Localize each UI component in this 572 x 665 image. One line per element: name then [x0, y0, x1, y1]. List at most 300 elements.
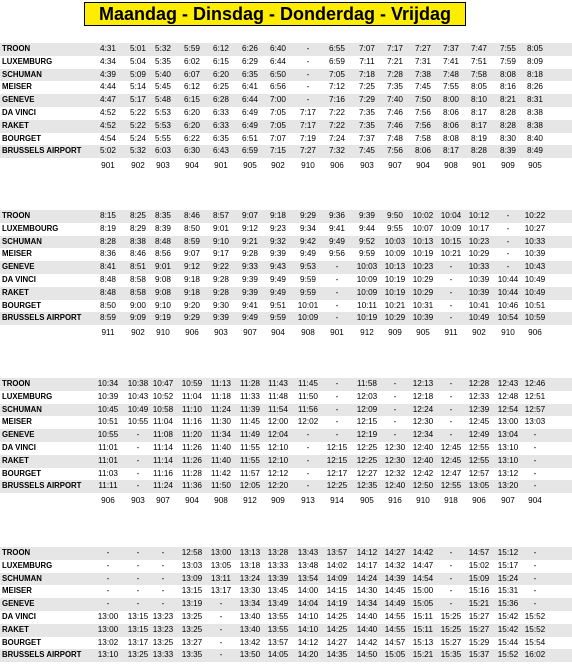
time-cell: 8:28	[500, 120, 516, 130]
time-cell: -	[136, 430, 140, 440]
table-row	[0, 560, 572, 573]
time-cell: -	[449, 300, 453, 310]
service-number-row	[0, 325, 572, 341]
time-cell: -	[335, 379, 339, 388]
time-cell: 5:09	[130, 69, 146, 79]
time-cell: 10:41	[468, 300, 490, 310]
stop-name: DA VINCI	[2, 107, 36, 117]
time-cell: 7:51	[471, 56, 487, 66]
time-cell: -	[533, 560, 537, 570]
time-cell: 9:39	[359, 211, 375, 220]
time-cell: 9:01	[213, 223, 229, 233]
time-cell: 10:44	[497, 287, 519, 297]
table-row	[0, 94, 572, 107]
time-cell: -	[449, 548, 453, 557]
time-cell: 8:38	[130, 236, 146, 246]
time-cell: 12:27	[356, 468, 378, 478]
time-cell: 4:47	[100, 95, 116, 105]
stop-name: DA VINCI	[2, 442, 36, 452]
table-row	[0, 43, 572, 56]
time-cell: -	[106, 548, 110, 557]
time-cell: 10:54	[497, 313, 519, 323]
service-number: 910	[301, 161, 315, 171]
time-cell: 10:46	[497, 300, 519, 310]
time-cell: 15:27	[440, 637, 462, 647]
time-cell: -	[161, 599, 165, 609]
time-cell: 14:00	[297, 586, 319, 596]
time-cell: 9:10	[155, 300, 171, 310]
stop-name: SCHUMAN	[2, 69, 42, 79]
time-cell: 10:52	[152, 391, 174, 401]
time-cell: 14:09	[326, 573, 348, 583]
time-cell: 15:54	[524, 637, 546, 647]
time-cell: 13:05	[210, 560, 232, 570]
time-cell: 8:36	[100, 249, 116, 259]
time-cell: 12:50	[412, 481, 434, 491]
time-cell: 7:25	[359, 82, 375, 92]
time-cell: 12:45	[468, 417, 490, 427]
time-cell: 9:09	[130, 313, 146, 323]
time-cell: 6:35	[242, 69, 258, 79]
time-cell: 6:40	[270, 44, 286, 53]
time-cell: -	[306, 44, 310, 53]
time-cell: 14:55	[384, 624, 406, 634]
service-number: 908	[214, 496, 228, 506]
time-cell: 9:50	[387, 211, 403, 220]
stop-name: MEISER	[2, 586, 32, 596]
time-cell: 8:38	[527, 120, 543, 130]
time-cell: 11:14	[153, 442, 173, 452]
time-cell: 6:33	[213, 107, 229, 117]
time-cell: 10:49	[524, 287, 546, 297]
time-cell: 7:17	[300, 107, 316, 117]
time-cell: 9:39	[270, 249, 286, 259]
time-cell: 9:18	[184, 287, 200, 297]
time-cell: 11:18	[211, 391, 231, 401]
time-cell: 6:20	[213, 69, 229, 79]
time-cell: 6:22	[184, 133, 200, 143]
service-number: 904	[271, 328, 285, 338]
time-cell: 10:13	[412, 236, 434, 246]
service-number-row	[0, 493, 572, 509]
timetable-block	[0, 547, 572, 662]
time-cell: 10:23	[468, 236, 490, 246]
time-cell: 9:42	[300, 236, 316, 246]
time-cell: 13:25	[127, 650, 149, 660]
time-cell: 10:21	[440, 249, 462, 259]
time-cell: 12:57	[468, 468, 490, 478]
time-cell: 7:56	[415, 120, 431, 130]
time-cell: 8:56	[155, 249, 171, 259]
time-cell: 12:30	[412, 417, 434, 427]
time-cell: 11:10	[182, 404, 202, 414]
time-cell: 7:29	[359, 95, 375, 105]
time-cell: 9:29	[184, 313, 200, 323]
stop-name: MEISER	[2, 249, 32, 259]
time-cell: 9:18	[270, 211, 286, 220]
time-cell: -	[533, 481, 537, 491]
time-cell: 12:15	[326, 455, 348, 465]
time-cell: 5:02	[100, 146, 116, 156]
stop-name: TROON	[2, 211, 31, 220]
time-cell: 6:20	[184, 120, 200, 130]
time-cell: 13:57	[326, 548, 348, 557]
stop-name: SCHUMAN	[2, 404, 42, 414]
time-cell: 9:19	[155, 313, 171, 323]
stop-name: DA VINCI	[2, 611, 36, 621]
time-cell: 5:45	[155, 82, 171, 92]
time-cell: 9:56	[329, 249, 345, 259]
time-cell: 14:49	[384, 599, 406, 609]
service-number-row	[0, 158, 572, 174]
time-cell: 14:12	[297, 637, 319, 647]
service-number: 907	[156, 496, 170, 506]
service-number: 909	[271, 496, 285, 506]
time-cell: 13:54	[297, 573, 319, 583]
time-cell: 9:00	[130, 300, 146, 310]
time-cell: 5:53	[155, 107, 171, 117]
time-cell: 13:02	[97, 637, 119, 647]
time-cell: 9:53	[300, 262, 316, 272]
time-cell: 13:55	[267, 624, 289, 634]
time-cell: 9:59	[300, 287, 316, 297]
time-cell: 8:17	[471, 107, 487, 117]
time-cell: 13:25	[181, 624, 203, 634]
time-cell: -	[306, 95, 310, 105]
service-number: 912	[243, 496, 257, 506]
time-cell: -	[106, 573, 110, 583]
time-cell: 10:55	[97, 430, 119, 440]
time-cell: 11:55	[240, 455, 260, 465]
time-cell: 15:37	[468, 650, 490, 660]
time-cell: 6:12	[184, 82, 200, 92]
time-cell: 10:51	[524, 300, 546, 310]
time-cell: 8:19	[471, 133, 487, 143]
service-number: 904	[528, 496, 542, 506]
time-cell: 10:02	[412, 211, 434, 220]
time-cell: 10:19	[412, 249, 434, 259]
service-number: 918	[444, 496, 458, 506]
time-cell: 11:43	[268, 379, 288, 388]
time-cell: 9:22	[213, 262, 229, 272]
time-cell: 12:04	[267, 430, 289, 440]
time-cell: 8:06	[443, 120, 459, 130]
time-cell: -	[306, 69, 310, 79]
time-cell: 13:50	[239, 650, 261, 660]
time-cell: -	[393, 379, 397, 388]
time-cell: 7:35	[387, 82, 403, 92]
time-cell: 13:42	[239, 637, 261, 647]
time-cell: 11:50	[211, 481, 231, 491]
table-row	[0, 69, 572, 82]
time-cell: -	[449, 573, 453, 583]
time-cell: 11:58	[357, 379, 377, 388]
time-cell: 6:35	[213, 133, 229, 143]
time-cell: 15:27	[468, 624, 490, 634]
time-cell: 14:25	[326, 611, 348, 621]
service-number: 906	[101, 496, 115, 506]
time-cell: -	[161, 560, 165, 570]
service-number: 905	[416, 328, 430, 338]
time-cell: 8:17	[471, 120, 487, 130]
time-cell: 8:05	[527, 44, 543, 53]
time-cell: -	[106, 599, 110, 609]
time-cell: 13:27	[181, 637, 203, 647]
time-cell: 11:40	[211, 442, 231, 452]
time-cell: 14:20	[297, 650, 319, 660]
time-cell: 12:30	[384, 442, 406, 452]
time-cell: 10:43	[127, 391, 149, 401]
time-cell: 11:49	[240, 430, 260, 440]
service-number: 901	[101, 161, 115, 171]
service-number: 903	[156, 161, 170, 171]
table-row	[0, 274, 572, 287]
time-cell: 7:48	[443, 69, 459, 79]
time-cell: 8:57	[213, 211, 229, 220]
time-cell: 15:36	[497, 599, 519, 609]
time-cell: 13:00	[210, 548, 232, 557]
stop-name: GENEVE	[2, 95, 35, 105]
time-cell: 11:24	[211, 404, 231, 414]
time-cell: 15:52	[524, 624, 546, 634]
time-cell: -	[335, 300, 339, 310]
time-cell: 11:16	[153, 468, 173, 478]
time-cell: 8:28	[100, 236, 116, 246]
table-row	[0, 598, 572, 611]
time-cell: 10:51	[97, 417, 119, 427]
time-cell: 12:55	[468, 455, 490, 465]
time-cell: 9:12	[184, 262, 200, 272]
time-cell: 13:05	[468, 481, 490, 491]
time-cell: 4:52	[100, 120, 116, 130]
time-cell: 13:43	[297, 548, 319, 557]
time-cell: 14:35	[326, 650, 348, 660]
stop-name: TROON	[2, 548, 31, 557]
time-cell: -	[533, 599, 537, 609]
time-cell: -	[136, 548, 140, 557]
time-cell: -	[136, 468, 140, 478]
time-cell: 6:20	[184, 107, 200, 117]
time-cell: 12:35	[356, 481, 378, 491]
time-cell: -	[306, 455, 310, 465]
time-cell: 15:31	[497, 586, 519, 596]
service-number: 902	[131, 328, 145, 338]
time-cell: 9:44	[359, 223, 375, 233]
time-cell: 12:28	[468, 379, 490, 388]
service-number: 903	[131, 496, 145, 506]
time-cell: 10:39	[412, 313, 434, 323]
time-cell: -	[136, 442, 140, 452]
time-cell: 12:48	[497, 391, 519, 401]
time-cell: 13:10	[497, 455, 519, 465]
table-row	[0, 287, 572, 300]
time-cell: 10:39	[468, 287, 490, 297]
time-cell: 12:40	[412, 455, 434, 465]
time-cell: 13:24	[239, 573, 261, 583]
service-number: 901	[472, 161, 486, 171]
time-cell: -	[136, 586, 140, 596]
time-cell: 10:12	[468, 211, 490, 220]
time-cell: 11:33	[240, 391, 260, 401]
time-cell: 10:03	[384, 236, 406, 246]
time-cell: 15:21	[412, 650, 434, 660]
time-cell: 6:29	[242, 56, 258, 66]
time-cell: 11:40	[211, 455, 231, 465]
time-cell: -	[219, 637, 223, 647]
time-cell: 8:10	[471, 95, 487, 105]
time-cell: 11:11	[98, 481, 118, 491]
time-cell: 6:44	[242, 95, 258, 105]
time-cell: 15:02	[468, 560, 490, 570]
time-cell: 7:37	[359, 133, 375, 143]
time-cell: 10:49	[468, 313, 490, 323]
time-cell: -	[533, 455, 537, 465]
time-cell: 13:33	[152, 650, 174, 660]
time-cell: 9:17	[213, 249, 229, 259]
time-cell: 8:29	[130, 223, 146, 233]
time-cell: 13:28	[267, 548, 289, 557]
time-cell: -	[161, 573, 165, 583]
time-cell: 9:07	[242, 211, 258, 220]
table-row	[0, 56, 572, 69]
time-cell: 7:16	[329, 95, 345, 105]
time-cell: 12:18	[412, 391, 434, 401]
time-cell: 7:17	[300, 120, 316, 130]
stop-name: BOURGET	[2, 300, 41, 310]
time-cell: 9:39	[242, 287, 258, 297]
time-cell: 6:26	[242, 44, 258, 53]
time-cell: 9:39	[242, 274, 258, 284]
time-cell: 13:34	[239, 599, 261, 609]
service-number: 901	[330, 328, 344, 338]
time-cell: -	[335, 391, 339, 401]
time-cell: -	[161, 548, 165, 557]
time-cell: 8:41	[100, 262, 116, 272]
service-number: 905	[360, 496, 374, 506]
time-cell: 8:17	[443, 146, 459, 156]
time-cell: 5:32	[155, 44, 171, 53]
time-cell: 13:18	[239, 560, 261, 570]
time-cell: 10:58	[152, 404, 174, 414]
time-cell: 11:16	[182, 417, 202, 427]
table-row	[0, 107, 572, 120]
time-cell: -	[506, 223, 510, 233]
time-cell: 7:19	[300, 133, 316, 143]
time-cell: 6:15	[213, 56, 229, 66]
time-cell: -	[161, 586, 165, 596]
time-cell: -	[449, 430, 453, 440]
time-cell: 13:48	[297, 560, 319, 570]
time-cell: 10:15	[440, 236, 462, 246]
time-cell: 8:51	[130, 262, 146, 272]
time-cell: 14:05	[267, 650, 289, 660]
time-cell: 16:02	[524, 650, 546, 660]
time-cell: 12:40	[384, 481, 406, 491]
time-cell: 9:28	[213, 287, 229, 297]
time-cell: 13:30	[239, 586, 261, 596]
time-cell: 8:39	[500, 146, 516, 156]
time-cell: 12:05	[239, 481, 261, 491]
time-cell: -	[449, 379, 453, 388]
time-cell: 10:47	[152, 379, 174, 388]
time-cell: 10:29	[412, 274, 434, 284]
time-cell: 4:52	[100, 107, 116, 117]
time-cell: 10:45	[97, 404, 119, 414]
time-cell: 7:35	[359, 120, 375, 130]
time-cell: 14:25	[326, 624, 348, 634]
time-cell: 13:20	[497, 481, 519, 491]
time-cell: 7:37	[443, 44, 459, 53]
time-cell: 10:09	[384, 249, 406, 259]
time-cell: 12:10	[267, 455, 289, 465]
time-cell: 14:27	[326, 637, 348, 647]
time-cell: 7:17	[387, 44, 403, 53]
time-cell: 10:27	[524, 223, 546, 233]
time-cell: 7:48	[387, 133, 403, 143]
time-cell: 10:38	[127, 379, 149, 388]
time-cell: 14:40	[356, 624, 378, 634]
time-cell: 6:59	[242, 146, 258, 156]
time-cell: 7:38	[415, 69, 431, 79]
time-cell: 9:49	[300, 249, 316, 259]
time-cell: 6:55	[329, 44, 345, 53]
time-cell: -	[449, 391, 453, 401]
time-cell: 9:49	[242, 313, 258, 323]
time-cell: 7:32	[329, 146, 345, 156]
time-cell: 14:27	[384, 548, 406, 557]
time-cell: -	[306, 481, 310, 491]
time-cell: 12:25	[356, 455, 378, 465]
time-cell: 11:28	[240, 379, 260, 388]
table-row	[0, 223, 572, 236]
time-cell: 10:09	[297, 313, 319, 323]
time-cell: 11:03	[98, 468, 118, 478]
time-cell: 5:04	[130, 56, 146, 66]
time-cell: 12:25	[326, 481, 348, 491]
time-cell: 7:59	[500, 56, 516, 66]
time-cell: 12:10	[267, 442, 289, 452]
time-cell: 6:59	[329, 56, 345, 66]
time-cell: 4:44	[100, 82, 116, 92]
time-cell: 6:44	[270, 56, 286, 66]
time-cell: -	[306, 442, 310, 452]
time-cell: 15:11	[413, 624, 433, 634]
time-cell: 8:39	[155, 223, 171, 233]
stop-name: LUXEMBURG	[2, 56, 53, 66]
time-cell: 13:25	[181, 611, 203, 621]
time-cell: 6:56	[270, 82, 286, 92]
time-cell: 12:55	[440, 481, 462, 491]
time-cell: 7:11	[359, 56, 375, 66]
service-number: 910	[501, 328, 515, 338]
time-cell: 15:29	[468, 637, 490, 647]
service-number: 907	[501, 496, 515, 506]
time-cell: 7:50	[415, 95, 431, 105]
time-cell: 13:45	[267, 586, 289, 596]
time-cell: 15:42	[497, 611, 519, 621]
time-cell: -	[449, 313, 453, 323]
time-cell: 7:40	[387, 95, 403, 105]
time-cell: 8:46	[130, 249, 146, 259]
time-cell: 11:39	[240, 404, 260, 414]
time-cell: -	[449, 287, 453, 297]
stop-name: BOURGET	[2, 133, 41, 143]
time-cell: 7:15	[270, 146, 286, 156]
time-cell: 8:28	[471, 146, 487, 156]
time-cell: 8:16	[500, 82, 516, 92]
time-cell: 6:49	[242, 120, 258, 130]
time-cell: 9:36	[329, 211, 345, 220]
